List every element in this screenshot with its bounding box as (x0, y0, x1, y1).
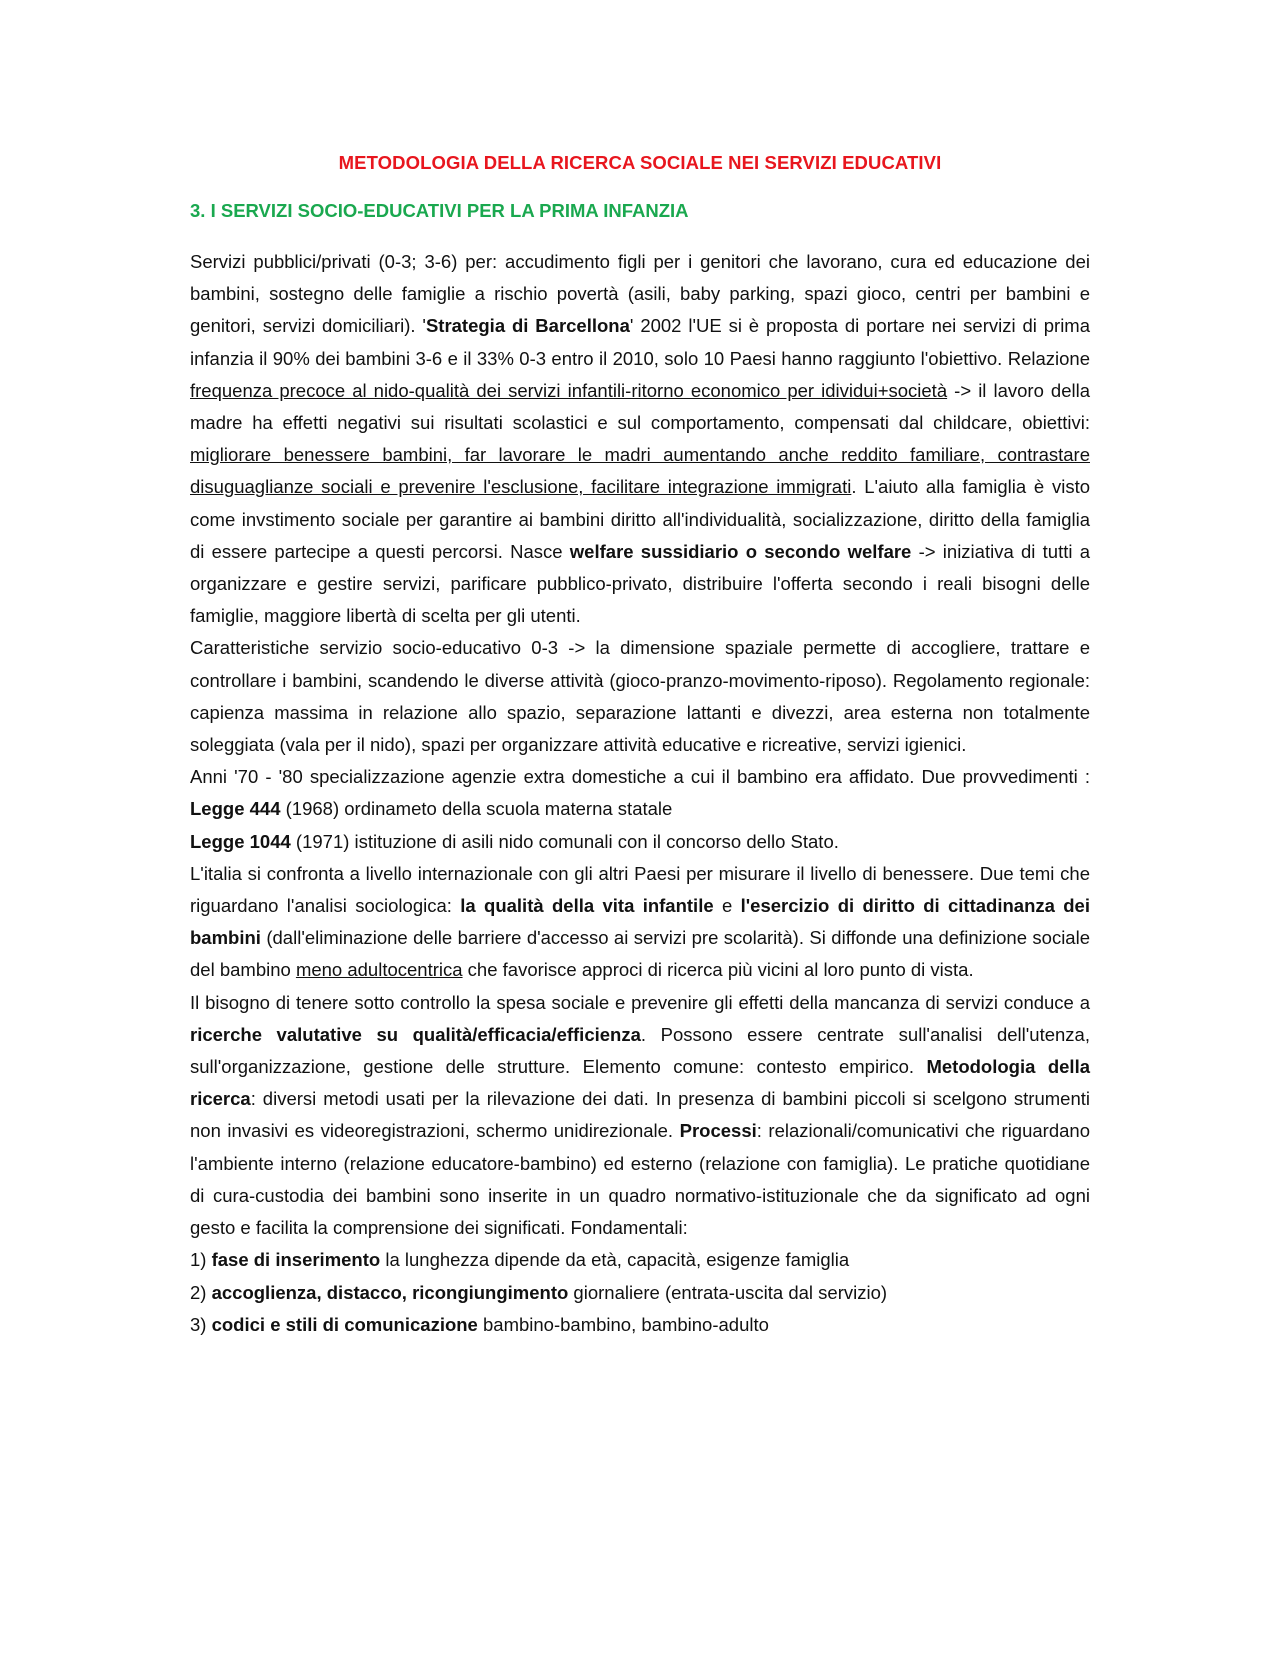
bold-text: accoglienza, distacco, ricongiungimento (211, 1281, 569, 1303)
text-run: (1971) istituzione di asili nido comunali con il concorso dello Stato. (290, 830, 839, 852)
section-heading: 3. I SERVIZI SOCIO-EDUCATIVI PER LA PRIMA INFANZIA (190, 200, 689, 221)
text-run: che favorisce approci di ricerca più vicini al loro punto di vista. (462, 959, 974, 981)
bold-text: Processi (679, 1120, 757, 1142)
paragraph-bisogno (190, 987, 1090, 1245)
text-run: -> iniziativa di tutti a organizzare e gestire servizi, parificare pubblico-privato, distribuire l'offerta secondo i reali bisogni delle famiglie, maggiore libertà di scelta per gli utenti. (190, 540, 1090, 627)
underlined-text: frequenza precoce al nido-qualità dei servizi infantili-ritorno economico per idividui+società (190, 379, 948, 401)
document-title: METODOLOGIA DELLA RICERCA SOCIALE NEI SERVIZI EDUCATIVI (338, 152, 942, 173)
bold-text: la qualità della vita infantile (460, 895, 714, 917)
bold-text: codici e stili di comunicazione (211, 1313, 478, 1335)
text-run: -> il lavoro della madre ha effetti negativi sui risultati scolastici e sul comportamento, compensati dal childcare, obiettivi: (190, 379, 1091, 434)
bold-text: Strategia di Barcellona (425, 315, 630, 337)
underlined-text: meno adultocentrica (295, 959, 463, 981)
text-run: Il bisogno di tenere sotto controllo la spesa sociale e prevenire gli effetti della mancanza di servizi conduce a (190, 991, 1090, 1013)
bold-text: Legge 1044 (190, 830, 291, 852)
bold-text: ricerche valutative su qualità/efficacia/efficienza (190, 1023, 641, 1045)
list-number: 3) (190, 1313, 212, 1335)
text-run: e (713, 895, 741, 917)
text-run: : diversi metodi usati per la rilevazione dei dati. In presenza di bambini piccoli si scelgono strumenti non invasivi es videoregistrazioni, schermo unidirezionale. (190, 1088, 1090, 1142)
text-run: Servizi pubblici/privati (0-3; 3-6) per: accudimento figli per i genitori che lavorano, cura ed educazione dei bambini, sostegno delle famiglie a rischio povertà (asili, baby parking, spazi gioco, centri per bambini e genitori, servizi domiciliari). ' (190, 251, 1090, 337)
bold-text: welfare sussidiario o secondo welfare (569, 540, 912, 562)
bold-text: Legge 444 (190, 798, 281, 820)
body-text (190, 246, 1090, 1341)
text-run: . L'aiuto alla famiglia è visto come invstimento sociale per garantire ai bambini diritto all'individualità, socializzazione, diritto della famiglia di essere partecipe a questi percorsi. Nasce (190, 476, 1090, 562)
underlined-text: migliorare benessere bambini, far lavorare le madri aumentando anche reddito familiare, contrastare disuguaglianze sociali e prevenire l'esclusione, facilitare integrazione immigrati (190, 444, 1090, 498)
bold-text: l'esercizio di diritto di cittadinanza dei bambini (190, 895, 1090, 949)
text-run: (dall'eliminazione delle barriere d'accesso ai servizi pre scolarità). Si diffonde una definizione sociale del bambino (190, 927, 1090, 981)
text-run: . Possono essere centrate sull'analisi dell'utenza, sull'organizzazione, gestione delle strutture. Elemento comune: contesto empirico. (190, 1023, 1090, 1078)
paragraph-italia (190, 858, 1090, 987)
bold-text: fase di inserimento (211, 1249, 381, 1271)
paragraph-caratteristiche: Caratteristiche servizio socio-educativo 0-3 -> la dimensione spaziale permette di accogliere, trattare e controllare i bambini, scandendo le diverse attività (gioco-pranzo-movimento-riposo). Regolamento regionale: capienza massima in relazione allo spazio, separazione lattanti e divezzi, area esterna non totalmente soleggiata (vala per il nido), spazi per organizzare attività educative e ricreative, servizi igienici. (190, 637, 1090, 756)
bold-text: Metodologia della ricerca (190, 1056, 1090, 1110)
text-run: giornaliere (entrata-uscita dal servizio) (568, 1281, 888, 1303)
text-run: bambino-bambino, bambino-adulto (477, 1313, 769, 1335)
text-run: la lunghezza dipende da età, capacità, esigenze famiglia (380, 1249, 850, 1271)
paragraph-servizi (190, 246, 1090, 632)
text-run: (1968) ordinameto della scuola materna statale (280, 798, 673, 820)
list-number: 1) (190, 1249, 212, 1271)
list-item (190, 1277, 1090, 1309)
list-number: 2) (190, 1281, 212, 1303)
text-run: L'italia si confronta a livello internazionale con gli altri Paesi per misurare il livello di benessere. Due temi che riguardano l'analisi sociologica: (190, 862, 1090, 917)
text-run: : relazionali/comunicativi che riguardano l'ambiente interno (relazione educatore-bambino) ed esterno (relazione con famiglia). Le pratiche quotidiane di cura-custodia dei bambini sono inserite in un quadro normativo-istituzionale che da significato ad ogni gesto e facilita la comprensione dei significati. Fondamentali: (190, 1120, 1090, 1239)
list-item (190, 1309, 1090, 1341)
text-run: ' 2002 l'UE si è proposta di portare nei servizi di prima infanzia il 90% dei bambini 3-6 e il 33% 0-3 entro il 2010, solo 10 Paesi hanno raggiunto l'obiettivo. Relazione (190, 315, 1090, 369)
paragraph-legge-1044 (190, 826, 1090, 858)
text-run: Anni '70 - '80 specializzazione agenzie extra domestiche a cui il bambino era affidato. Due provvedimenti : (190, 766, 1090, 788)
paragraph-anni (190, 761, 1090, 825)
list-item (190, 1244, 1090, 1276)
